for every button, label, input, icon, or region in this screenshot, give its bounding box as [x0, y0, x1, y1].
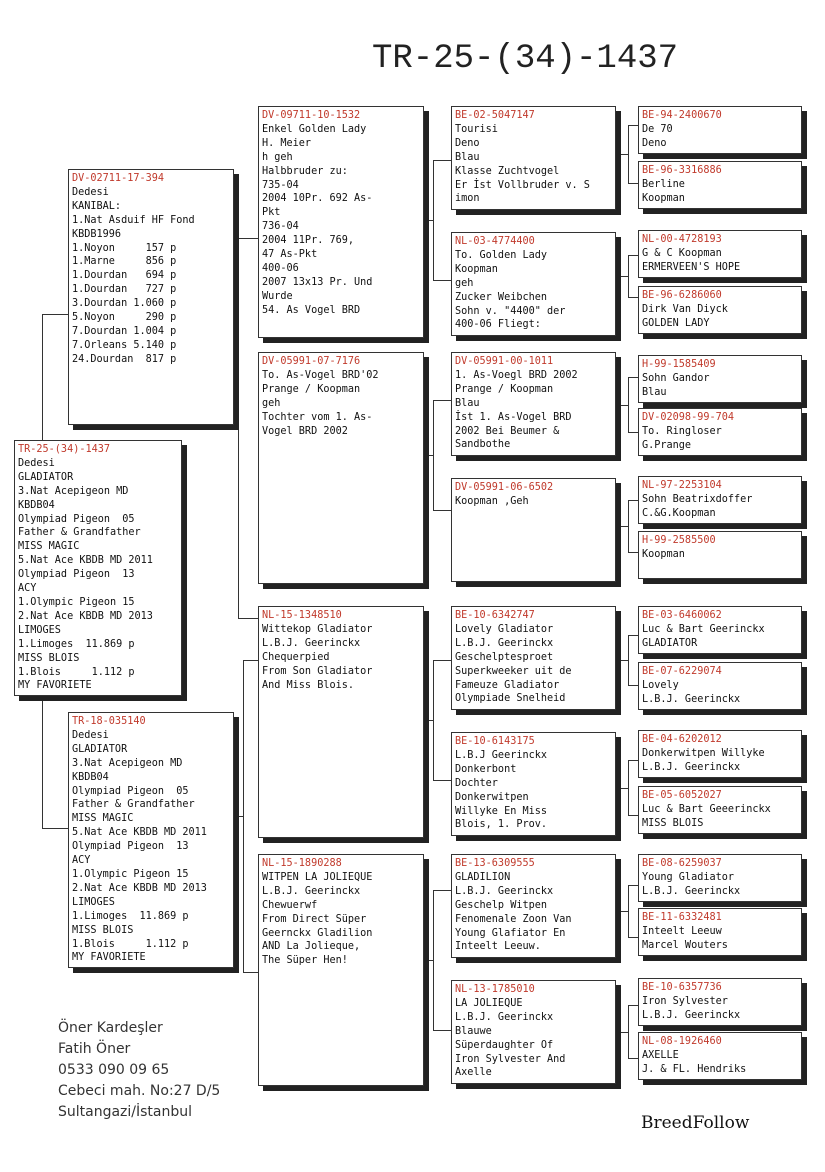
- grandparent-card: [258, 606, 424, 838]
- connector-line: [628, 885, 638, 886]
- subject-pigeon-card: [14, 440, 182, 696]
- connector-line: [617, 276, 628, 277]
- pigeon-info-line: The Süper Hen!: [262, 955, 348, 967]
- pigeon-info-line: 2004 11Pr. 769,: [262, 235, 355, 247]
- connector-line: [423, 960, 433, 961]
- connector-line: [628, 1005, 629, 1058]
- connector-line: [423, 720, 433, 721]
- pigeon-info-line: MISS BLOIS: [642, 817, 704, 829]
- ring-number: BE-94-2400670: [642, 110, 722, 121]
- ancestor-card: [638, 606, 802, 654]
- connector-line: [433, 160, 434, 280]
- pigeon-info-line: GLADILION: [455, 871, 511, 883]
- breeder-person: Fatih Öner: [58, 1041, 131, 1057]
- ring-number: DV-02711-17-394: [72, 173, 165, 184]
- pigeon-info-line: 2002 Bei Beumer &: [455, 425, 560, 437]
- pigeon-info-line: L.B.J. Geerinckx: [642, 1009, 741, 1021]
- pigeon-info-line: 7.Dourdan 1.004 p: [72, 325, 177, 337]
- connector-line: [433, 660, 434, 780]
- pigeon-info-line: Dochter: [455, 777, 498, 789]
- ring-number: BE-08-6259037: [642, 858, 722, 869]
- pigeon-info-line: 1.Dourdan 727 p: [72, 284, 177, 296]
- pigeon-info-line: Donkerwitpen Willyke: [642, 747, 765, 759]
- pigeon-info-line: Geschelp Witpen: [455, 899, 548, 911]
- pigeon-info-line: L.B.J. Geerinckx: [262, 885, 361, 897]
- connector-line: [617, 526, 628, 527]
- pigeon-info-line: 3.Nat Acepigeon MD: [18, 485, 129, 497]
- pigeon-info-line: KANIBAL:: [72, 200, 122, 212]
- pigeon-info-line: L.B.J. Geerinckx: [455, 1011, 554, 1023]
- pigeon-info-line: Koopman ,Geh: [455, 495, 529, 507]
- pigeon-info-line: Halbbruder zu:: [262, 165, 348, 177]
- pigeon-info-line: Tochter vom 1. As-: [262, 411, 373, 423]
- pigeon-info-line: Zucker Weibchen: [455, 291, 548, 303]
- pigeon-info-line: Chewuerwf: [262, 899, 318, 911]
- grandparent-card: [258, 106, 424, 338]
- pigeon-info-line: L.B.J. Geerinckx: [262, 637, 361, 649]
- ring-number: BE-10-6143175: [455, 736, 535, 747]
- pigeon-info-line: To. As-Vogel BRD'02: [262, 369, 379, 381]
- connector-line: [243, 660, 244, 972]
- ancestor-card: [638, 662, 802, 710]
- pigeon-info-line: Deno: [642, 137, 667, 149]
- ancestor-card: [638, 408, 802, 456]
- connector-line: [628, 125, 638, 126]
- ring-number: NL-15-1348510: [262, 610, 342, 621]
- pigeon-info-line: 2.Nat Ace KBDB MD 2013: [18, 610, 153, 622]
- pigeon-info-line: L.B.J Geerinckx: [455, 749, 548, 761]
- connector-line: [628, 760, 629, 815]
- pigeon-info-line: L.B.J. Geerinckx: [642, 761, 741, 773]
- connector-line: [628, 297, 638, 298]
- breeder-city: Sultangazi/İstanbul: [58, 1104, 193, 1120]
- pigeon-info-line: imon: [455, 193, 480, 205]
- great-grandparent-card: [451, 854, 616, 958]
- ring-number: TR-25-(34)-1437: [18, 444, 111, 455]
- connector-line: [628, 937, 638, 938]
- pigeon-info-line: Fenomenale Zoon Van: [455, 913, 572, 925]
- pigeon-info-line: MY FAVORIETE: [72, 952, 146, 964]
- connector-line: [238, 618, 258, 619]
- pigeon-info-line: 1.Limoges 11.869 p: [72, 910, 189, 922]
- connector-line: [628, 635, 638, 636]
- ancestor-card: [638, 786, 802, 834]
- pigeon-info-line: Willyke En Miss: [455, 805, 548, 817]
- connector-line: [628, 432, 638, 433]
- ring-number: BE-03-6460062: [642, 610, 722, 621]
- breeder-phone: 0533 090 09 65: [58, 1062, 170, 1078]
- pigeon-info-line: KBDB04: [18, 499, 55, 511]
- pigeon-info-line: Olympiade Snelheid: [455, 693, 566, 705]
- connector-line: [617, 911, 628, 912]
- pigeon-info-line: 1.Blois 1.112 p: [18, 666, 135, 678]
- ring-number: NL-00-4728193: [642, 234, 722, 245]
- pigeon-info-line: 3.Dourdan 1.060 p: [72, 298, 177, 310]
- connector-line: [433, 400, 434, 510]
- pigeon-info-line: ERMERVEEN'S HOPE: [642, 261, 741, 273]
- ring-number: NL-13-1785010: [455, 984, 535, 995]
- great-grandparent-card: [451, 980, 616, 1084]
- connector-line: [433, 280, 451, 281]
- grandparent-card: [258, 352, 424, 584]
- pigeon-info-line: AND La Jolieque,: [262, 941, 361, 953]
- pigeon-info-line: GLADIATOR: [72, 743, 128, 755]
- pigeon-info-line: 1.Dourdan 694 p: [72, 270, 177, 282]
- pigeon-info-line: 47 As-Pkt: [262, 249, 318, 261]
- pigeon-info-line: Young Gladiator: [642, 871, 735, 883]
- pigeon-info-line: LIMOGES: [18, 624, 61, 636]
- ancestor-card: [638, 230, 802, 278]
- pigeon-info-line: MY FAVORIETE: [18, 680, 92, 692]
- pigeon-info-line: Marcel Wouters: [642, 939, 728, 951]
- great-grandparent-card: [451, 606, 616, 710]
- pigeon-info-line: Blau: [455, 397, 480, 409]
- pigeon-info-line: C.&G.Koopman: [642, 507, 716, 519]
- pigeon-info-line: Sandbothe: [455, 439, 511, 451]
- pigeon-info-line: L.B.J. Geerinckx: [642, 885, 741, 897]
- pigeon-info-line: AXELLE: [642, 1049, 679, 1061]
- ring-number: NL-08-1926460: [642, 1036, 722, 1047]
- pigeon-info-line: Süperdaughter Of: [455, 1039, 554, 1051]
- pigeon-info-line: İst 1. As-Vogel BRD: [455, 411, 572, 423]
- ring-number: H-99-2585500: [642, 535, 716, 546]
- pigeon-info-line: L.B.J. Geerinckx: [455, 637, 554, 649]
- pigeon-info-line: 1.Olympic Pigeon 15: [18, 596, 135, 608]
- pigeon-info-line: MISS BLOIS: [72, 924, 134, 936]
- ring-number: BE-02-5047147: [455, 110, 535, 121]
- pigeon-info-line: Pkt: [262, 207, 281, 219]
- pigeon-info-line: 5.Nat Ace KBDB MD 2011: [72, 827, 207, 839]
- connector-line: [628, 885, 629, 937]
- pigeon-info-line: Lovely Gladiator: [455, 623, 554, 635]
- ring-number: BE-13-6309555: [455, 858, 535, 869]
- pigeon-info-line: 1.Noyon 157 p: [72, 242, 177, 254]
- connector-line: [628, 1058, 638, 1059]
- pigeon-info-line: h geh: [262, 151, 293, 163]
- great-grandparent-card: [451, 232, 616, 336]
- connector-line: [628, 500, 638, 501]
- connector-line: [628, 635, 629, 685]
- connector-line: [628, 125, 629, 183]
- ring-number: DV-05991-07-7176: [262, 356, 361, 367]
- pigeon-info-line: 2007 13x13 Pr. Und: [262, 276, 373, 288]
- pigeon-info-line: Luc & Bart Geerinckx: [642, 623, 765, 635]
- connector-line: [617, 788, 628, 789]
- pigeon-info-line: MISS MAGIC: [18, 541, 80, 553]
- pigeon-info-line: To. Ringloser: [642, 425, 722, 437]
- pigeon-info-line: To. Golden Lady: [455, 249, 548, 261]
- pigeon-info-line: Deno: [455, 137, 480, 149]
- pigeon-info-line: Donkerbont: [455, 763, 517, 775]
- pigeon-info-line: Sohn v. "4400" der: [455, 305, 566, 317]
- pigeon-info-line: From Direct Süper: [262, 913, 367, 925]
- brand-logo-text: BreedFollow: [641, 1113, 750, 1133]
- pigeon-info-line: Luc & Bart Geeerinckx: [642, 803, 771, 815]
- pigeon-info-line: 1.Nat Asduif HF Fond: [72, 214, 195, 226]
- pigeon-info-line: Koopman: [642, 192, 685, 204]
- pigeon-info-line: 735-04: [262, 179, 299, 191]
- connector-line: [628, 1005, 638, 1006]
- connector-line: [628, 500, 629, 552]
- pigeon-info-line: WITPEN LA JOLIEQUE: [262, 871, 373, 883]
- ring-number: BE-96-6286060: [642, 290, 722, 301]
- connector-line: [433, 510, 451, 511]
- ring-number: BE-96-3316886: [642, 165, 722, 176]
- ancestor-card: [638, 286, 802, 334]
- pigeon-info-line: Dedesi: [72, 186, 109, 198]
- connector-line: [42, 828, 69, 829]
- pigeon-info-line: G.Prange: [642, 439, 692, 451]
- pigeon-info-line: geh: [262, 397, 281, 409]
- connector-line: [628, 183, 638, 184]
- connector-line: [423, 455, 433, 456]
- pigeon-info-line: Dedesi: [72, 729, 109, 741]
- pigeon-info-line: 1.Blois 1.112 p: [72, 938, 189, 950]
- pigeon-info-line: MISS MAGIC: [72, 813, 134, 825]
- pigeon-info-line: LA JOLIEQUE: [455, 997, 523, 1009]
- pigeon-info-line: Olympiad Pigeon 05: [18, 513, 135, 525]
- connector-line: [433, 780, 451, 781]
- sire-card: [68, 169, 234, 425]
- pigeon-info-line: Father & Grandfather: [72, 799, 195, 811]
- connector-line: [433, 400, 451, 401]
- connector-line: [617, 405, 628, 406]
- pigeon-info-line: LIMOGES: [72, 896, 115, 908]
- great-grandparent-card: [451, 478, 616, 582]
- pigeon-info-line: 1.Marne 856 p: [72, 256, 177, 268]
- pigeon-info-line: Olympiad Pigeon 05: [72, 785, 189, 797]
- pigeon-info-line: J. & FL. Hendriks: [642, 1063, 747, 1075]
- ancestor-card: [638, 161, 802, 209]
- pigeon-info-line: 1.Limoges 11.869 p: [18, 638, 135, 650]
- ring-number: DV-05991-06-6502: [455, 482, 554, 493]
- pigeon-info-line: Olympiad Pigeon 13: [18, 569, 135, 581]
- connector-line: [433, 160, 451, 161]
- pigeon-info-line: Inteelt Leeuw: [642, 925, 722, 937]
- connector-line: [238, 238, 239, 618]
- pigeon-info-line: 24.Dourdan 817 p: [72, 353, 177, 365]
- breeder-address: Cebeci mah. No:27 D/5: [58, 1083, 221, 1099]
- pigeon-info-line: Wittekop Gladiator: [262, 623, 373, 635]
- ring-number: BE-04-6202012: [642, 734, 722, 745]
- pigeon-info-line: geh: [455, 277, 474, 289]
- connector-line: [617, 1032, 628, 1033]
- pigeon-info-line: 400-06 Fliegt:: [455, 319, 541, 331]
- pigeon-info-line: 5.Nat Ace KBDB MD 2011: [18, 555, 153, 567]
- pigeon-info-line: GLADIATOR: [18, 471, 74, 483]
- pigeon-info-line: Iron Sylvester: [642, 995, 728, 1007]
- ring-number: DV-09711-10-1532: [262, 110, 361, 121]
- pigeon-info-line: 3.Nat Acepigeon MD: [72, 757, 183, 769]
- connector-line: [628, 815, 638, 816]
- pigeon-info-line: And Miss Blois.: [262, 679, 355, 691]
- pigeon-info-line: KBDB1996: [72, 228, 122, 240]
- ancestor-card: [638, 978, 802, 1026]
- ring-number: BE-11-6332481: [642, 912, 722, 923]
- connector-line: [628, 255, 629, 297]
- pigeon-info-line: Er İst Vollbruder v. S: [455, 179, 590, 191]
- pigeon-info-line: 7.Orleans 5.140 p: [72, 339, 177, 351]
- ancestor-card: [638, 531, 802, 579]
- pigeon-info-line: Lovely: [642, 679, 679, 691]
- pigeon-info-line: 400-06: [262, 262, 299, 274]
- ancestor-card: [638, 908, 802, 956]
- pigeon-info-line: 2004 10Pr. 692 As-: [262, 193, 373, 205]
- connector-line: [617, 154, 628, 155]
- pigeon-info-line: Father & Grandfather: [18, 527, 141, 539]
- pigeon-info-line: Geernckx Gladilion: [262, 927, 373, 939]
- pigeon-info-line: L.B.J. Geerinckx: [642, 693, 741, 705]
- connector-line: [423, 220, 433, 221]
- pigeon-info-line: Iron Sylvester And: [455, 1053, 566, 1065]
- pigeon-info-line: GOLDEN LADY: [642, 317, 710, 329]
- pigeon-info-line: Inteelt Leeuw.: [455, 941, 541, 953]
- pigeon-info-line: 2.Nat Ace KBDB MD 2013: [72, 882, 207, 894]
- pigeon-info-line: Prange / Koopman: [262, 383, 361, 395]
- pigeon-info-line: Koopman: [455, 263, 498, 275]
- pigeon-info-line: Dirk Van Diyck: [642, 303, 728, 315]
- ring-number: NL-15-1890288: [262, 858, 342, 869]
- connector-line: [433, 890, 434, 1030]
- pigeon-info-line: 1.Olympic Pigeon 15: [72, 868, 189, 880]
- ancestor-card: [638, 476, 802, 524]
- connector-line: [628, 377, 638, 378]
- great-grandparent-card: [451, 732, 616, 836]
- connector-line: [628, 255, 638, 256]
- pigeon-info-line: Donkerwitpen: [455, 791, 529, 803]
- ancestor-card: [638, 854, 802, 902]
- connector-line: [433, 1030, 451, 1031]
- connector-line: [243, 972, 258, 973]
- pigeon-info-line: Geschelptesproet: [455, 651, 554, 663]
- connector-line: [433, 890, 451, 891]
- ancestor-card: [638, 355, 802, 403]
- great-grandparent-card: [451, 106, 616, 210]
- pigeon-info-line: Koopman: [642, 548, 685, 560]
- pigeon-info-line: Young Glafiator En: [455, 927, 566, 939]
- pigeon-info-line: Enkel Golden Lady: [262, 123, 367, 135]
- connector-line: [628, 760, 638, 761]
- ring-number: NL-03-4774400: [455, 236, 535, 247]
- pigeon-info-line: Tourisi: [455, 123, 498, 135]
- pigeon-info-line: Klasse Zuchtvogel: [455, 165, 560, 177]
- ring-number: BE-05-6052027: [642, 790, 722, 801]
- pigeon-info-line: Blauwe: [455, 1025, 492, 1037]
- connector-line: [243, 660, 258, 661]
- connector-line: [238, 238, 258, 239]
- pigeon-info-line: Blois, 1. Prov.: [455, 819, 548, 831]
- pigeon-info-line: 1. As-Voegl BRD 2002: [455, 369, 578, 381]
- pigeon-info-line: Superkweeker uit de: [455, 665, 572, 677]
- dam-card: [68, 712, 234, 968]
- connector-line: [628, 685, 638, 686]
- connector-line: [233, 816, 243, 817]
- pigeon-info-line: GLADIATOR: [642, 637, 698, 649]
- pigeon-info-line: G & C Koopman: [642, 247, 722, 259]
- great-grandparent-card: [451, 352, 616, 456]
- ancestor-card: [638, 730, 802, 778]
- pigeon-info-line: Dedesi: [18, 457, 55, 469]
- breeder-contact: [58, 1018, 220, 1123]
- ring-number: BE-10-6342747: [455, 610, 535, 621]
- ring-number: NL-97-2253104: [642, 480, 722, 491]
- pigeon-info-line: Vogel BRD 2002: [262, 425, 348, 437]
- pigeon-info-line: ACY: [18, 583, 37, 595]
- connector-line: [433, 660, 451, 661]
- pigeon-info-line: Prange / Koopman: [455, 383, 554, 395]
- ancestor-card: [638, 106, 802, 154]
- pedigree-title: TR-25-(34)-1437: [372, 40, 679, 78]
- connector-line: [42, 314, 69, 315]
- pigeon-info-line: Wurde: [262, 290, 293, 302]
- ring-number: TR-18-035140: [72, 716, 146, 727]
- pigeon-info-line: KBDB04: [72, 771, 109, 783]
- ring-number: H-99-1585409: [642, 359, 716, 370]
- pigeon-info-line: MISS BLOIS: [18, 652, 80, 664]
- connector-line: [628, 377, 629, 432]
- pigeon-info-line: 54. As Vogel BRD: [262, 304, 361, 316]
- pigeon-info-line: Blau: [455, 151, 480, 163]
- grandparent-card: [258, 854, 424, 1086]
- pigeon-info-line: ACY: [72, 855, 91, 867]
- pigeon-info-line: Berline: [642, 178, 685, 190]
- pigeon-info-line: Sohn Gandor: [642, 372, 710, 384]
- pigeon-info-line: Blau: [642, 386, 667, 398]
- pigeon-info-line: From Son Gladiator: [262, 665, 373, 677]
- pigeon-info-line: Sohn Beatrixdoffer: [642, 493, 753, 505]
- breeder-name: Öner Kardeşler: [58, 1020, 163, 1036]
- pigeon-info-line: De 70: [642, 123, 673, 135]
- pigeon-info-line: 5.Noyon 290 p: [72, 312, 177, 324]
- pigeon-info-line: Olympiad Pigeon 13: [72, 841, 189, 853]
- pigeon-info-line: H. Meier: [262, 137, 312, 149]
- ring-number: DV-02098-99-704: [642, 412, 735, 423]
- pigeon-info-line: L.B.J. Geerinckx: [455, 885, 554, 897]
- pigeon-info-line: Fameuze Gladiator: [455, 679, 560, 691]
- connector-line: [617, 660, 628, 661]
- pigeon-info-line: 736-04: [262, 221, 299, 233]
- pigeon-info-line: Chequerpied: [262, 651, 330, 663]
- ring-number: BE-10-6357736: [642, 982, 722, 993]
- ancestor-card: [638, 1032, 802, 1080]
- ring-number: BE-07-6229074: [642, 666, 722, 677]
- ring-number: DV-05991-00-1011: [455, 356, 554, 367]
- connector-line: [218, 425, 238, 426]
- connector-line: [628, 552, 638, 553]
- pigeon-info-line: Axelle: [455, 1067, 492, 1079]
